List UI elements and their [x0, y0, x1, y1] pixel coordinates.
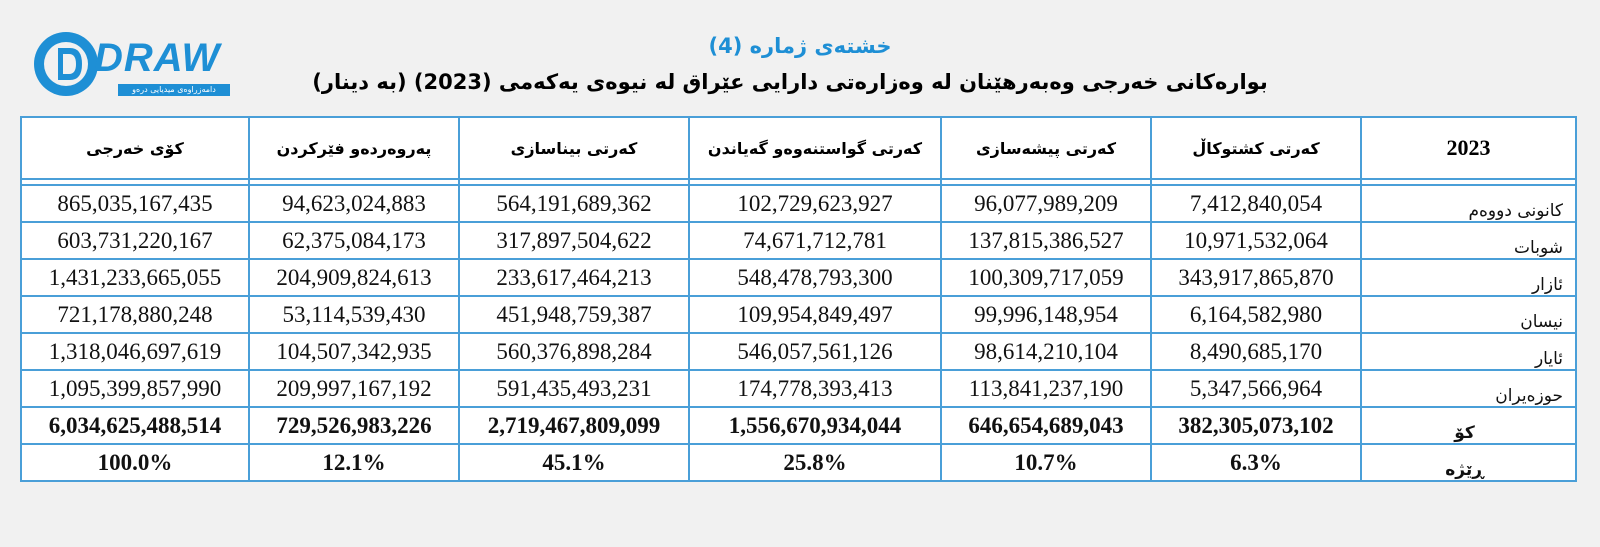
table-title: خشتەی ژمارە (4) [708, 34, 892, 58]
table-ratio-row [21, 444, 1576, 481]
table-row [21, 333, 1576, 370]
cell-value: 560,376,898,284 [459, 333, 689, 370]
cell-value: 102,729,623,927 [689, 185, 941, 222]
table-row [21, 259, 1576, 296]
cell-ratio: 6.3% [1151, 444, 1361, 481]
row-label-month: ئایار [1361, 333, 1576, 370]
cell-value: 109,954,849,497 [689, 296, 941, 333]
cell-value: 1,318,046,697,619 [21, 333, 249, 370]
cell-ratio: 45.1% [459, 444, 689, 481]
cell-total: 1,556,670,934,044 [689, 407, 941, 444]
col-header-education: پەروەردەو فێرکردن [249, 117, 459, 179]
cell-value: 5,347,566,964 [1151, 370, 1361, 407]
logo-tagline: دامەزراوەی میدیایی درەو [118, 84, 230, 96]
cell-total: 6,034,625,488,514 [21, 407, 249, 444]
col-header-construction: کەرتی بیناسازی [459, 117, 689, 179]
cell-value: 564,191,689,362 [459, 185, 689, 222]
table-subtitle: بوارەکانی خەرجی وەبەرهێنان لە وەزارەتی دارایی عێراق لە نیوەی یەکەمی (2023) (بە دینار) [312, 70, 1268, 94]
row-label-month: نیسان [1361, 296, 1576, 333]
table-row [21, 185, 1576, 222]
cell-total: 2,719,467,809,099 [459, 407, 689, 444]
table-row [21, 370, 1576, 407]
cell-value: 100,309,717,059 [941, 259, 1151, 296]
row-label-ratio: ڕێژە [1361, 444, 1576, 481]
cell-value: 204,909,824,613 [249, 259, 459, 296]
cell-value: 451,948,759,387 [459, 296, 689, 333]
cell-value: 591,435,493,231 [459, 370, 689, 407]
row-label-month: کانونی دووەم [1361, 185, 1576, 222]
expenditure-table [20, 116, 1577, 482]
col-header-year: 2023 [1361, 117, 1576, 179]
cell-value: 8,490,685,170 [1151, 333, 1361, 370]
cell-value: 233,617,464,213 [459, 259, 689, 296]
col-header-transport: کەرتی گواستنەوەو گەیاندن [689, 117, 941, 179]
cell-value: 546,057,561,126 [689, 333, 941, 370]
cell-value: 94,623,024,883 [249, 185, 459, 222]
logo-wordmark: DRAW [94, 36, 221, 80]
col-header-total-spending: کۆی خەرجی [21, 117, 249, 179]
cell-value: 721,178,880,248 [21, 296, 249, 333]
cell-value: 7,412,840,054 [1151, 185, 1361, 222]
cell-value: 174,778,393,413 [689, 370, 941, 407]
table-total-row [21, 407, 1576, 444]
cell-value: 98,614,210,104 [941, 333, 1151, 370]
cell-value: 343,917,865,870 [1151, 259, 1361, 296]
table-row [21, 222, 1576, 259]
cell-value: 548,478,793,300 [689, 259, 941, 296]
cell-value: 62,375,084,173 [249, 222, 459, 259]
row-label-month: شوبات [1361, 222, 1576, 259]
cell-value: 317,897,504,622 [459, 222, 689, 259]
cell-value: 10,971,532,064 [1151, 222, 1361, 259]
row-label-month: حوزەیران [1361, 370, 1576, 407]
col-header-agriculture: کەرتی کشتوکاڵ [1151, 117, 1361, 179]
cell-value: 209,997,167,192 [249, 370, 459, 407]
cell-value: 137,815,386,527 [941, 222, 1151, 259]
cell-value: 865,035,167,435 [21, 185, 249, 222]
col-header-industry: کەرتی پیشەسازی [941, 117, 1151, 179]
cell-value: 74,671,712,781 [689, 222, 941, 259]
cell-value: 1,095,399,857,990 [21, 370, 249, 407]
row-label-month: ئازار [1361, 259, 1576, 296]
cell-ratio: 25.8% [689, 444, 941, 481]
cell-ratio: 100.0% [21, 444, 249, 481]
cell-total: 382,305,073,102 [1151, 407, 1361, 444]
cell-total: 646,654,689,043 [941, 407, 1151, 444]
cell-value: 96,077,989,209 [941, 185, 1151, 222]
table-header-row [21, 117, 1576, 179]
row-label-total: کۆ [1361, 407, 1576, 444]
cell-total: 729,526,983,226 [249, 407, 459, 444]
cell-value: 99,996,148,954 [941, 296, 1151, 333]
cell-value: 113,841,237,190 [941, 370, 1151, 407]
cell-value: 104,507,342,935 [249, 333, 459, 370]
cell-value: 6,164,582,980 [1151, 296, 1361, 333]
cell-ratio: 10.7% [941, 444, 1151, 481]
cell-value: 53,114,539,430 [249, 296, 459, 333]
cell-value: 603,731,220,167 [21, 222, 249, 259]
table-row [21, 296, 1576, 333]
cell-ratio: 12.1% [249, 444, 459, 481]
cell-value: 1,431,233,665,055 [21, 259, 249, 296]
